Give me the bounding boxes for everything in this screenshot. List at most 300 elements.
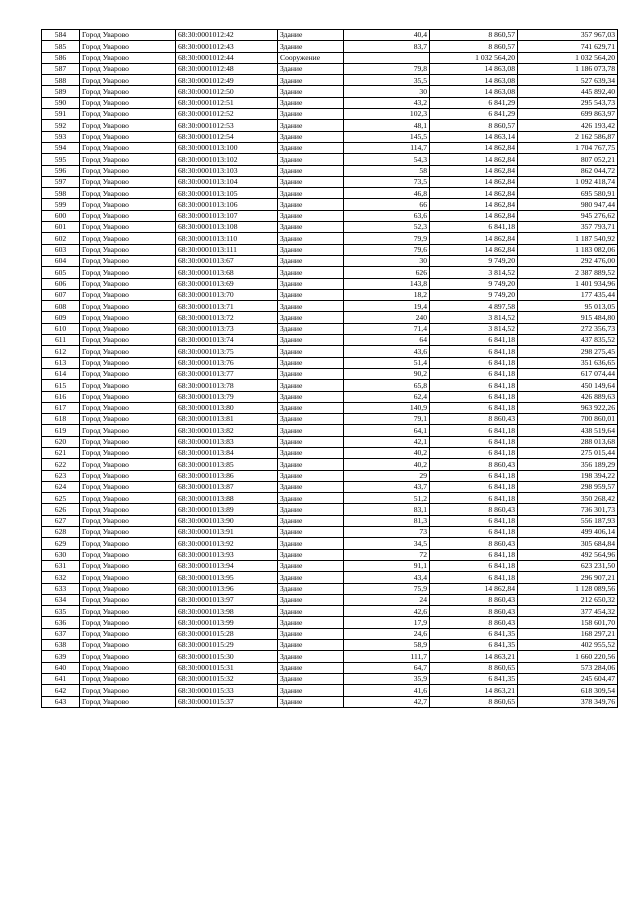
unit-cost-value: 8 860,43 (430, 606, 518, 617)
row-number: 622 (42, 459, 80, 470)
table-row (42, 425, 618, 436)
unit-cost-value: 6 841,18 (430, 357, 518, 368)
cadastral-number: 68:30:0001013:67 (176, 255, 278, 266)
table-row (42, 459, 618, 470)
area-value: 43,6 (344, 346, 430, 357)
unit-cost-value: 6 841,18 (430, 391, 518, 402)
area-value: 62,4 (344, 391, 430, 402)
row-number: 612 (42, 346, 80, 357)
unit-cost-value: 14 862,84 (430, 154, 518, 165)
cadastral-number: 68:30:0001013:90 (176, 515, 278, 526)
cadastral-cost-value: 288 013,68 (518, 436, 618, 447)
cadastral-cost-value: 556 187,93 (518, 515, 618, 526)
cadastral-cost-value: 573 284,06 (518, 662, 618, 673)
cadastral-cost-value: 292 476,00 (518, 255, 618, 266)
cadastral-cost-value: 450 149,64 (518, 380, 618, 391)
cadastral-number: 68:30:0001013:91 (176, 527, 278, 538)
table-row (42, 301, 618, 312)
table-row (42, 380, 618, 391)
cadastral-number: 68:30:0001013:94 (176, 560, 278, 571)
area-value: 91,1 (344, 560, 430, 571)
area-value: 24,6 (344, 628, 430, 639)
row-number: 590 (42, 97, 80, 108)
table-row (42, 662, 618, 673)
row-number: 596 (42, 165, 80, 176)
locality-name: Город Уварово (80, 538, 176, 549)
object-type: Здание (278, 673, 344, 684)
locality-name: Город Уварово (80, 572, 176, 583)
locality-name: Город Уварово (80, 30, 176, 41)
cadastral-cost-value: 862 044,72 (518, 165, 618, 176)
cadastral-cost-value: 1 660 220,56 (518, 651, 618, 662)
locality-name: Город Уварово (80, 52, 176, 63)
locality-name: Город Уварово (80, 527, 176, 538)
locality-name: Город Уварово (80, 142, 176, 153)
cadastral-number: 68:30:0001013:87 (176, 481, 278, 492)
cadastral-number: 68:30:0001012:44 (176, 52, 278, 63)
object-type: Здание (278, 97, 344, 108)
cadastral-number: 68:30:0001013:72 (176, 312, 278, 323)
cadastral-number: 68:30:0001013:97 (176, 594, 278, 605)
table-row (42, 357, 618, 368)
table-row (42, 481, 618, 492)
row-number: 638 (42, 640, 80, 651)
unit-cost-value: 6 841,18 (430, 527, 518, 538)
cadastral-number: 68:30:0001013:103 (176, 165, 278, 176)
object-type: Здание (278, 572, 344, 583)
row-number: 587 (42, 63, 80, 74)
cadastral-number: 68:30:0001013:83 (176, 436, 278, 447)
table-row (42, 312, 618, 323)
cadastral-number: 68:30:0001012:51 (176, 97, 278, 108)
object-type: Здание (278, 109, 344, 120)
row-number: 597 (42, 176, 80, 187)
cadastral-number: 68:30:0001012:52 (176, 109, 278, 120)
locality-name: Город Уварово (80, 75, 176, 86)
area-value: 79,6 (344, 244, 430, 255)
cadastral-cost-value: 1 128 089,56 (518, 583, 618, 594)
object-type: Здание (278, 75, 344, 86)
cadastral-number: 68:30:0001013:81 (176, 414, 278, 425)
cadastral-number: 68:30:0001013:75 (176, 346, 278, 357)
table-row (42, 335, 618, 346)
cadastral-cost-value: 245 604,47 (518, 673, 618, 684)
table-row (42, 560, 618, 571)
table-row (42, 346, 618, 357)
table-row (42, 368, 618, 379)
object-type: Здание (278, 131, 344, 142)
unit-cost-value: 14 863,21 (430, 685, 518, 696)
unit-cost-value: 6 841,18 (430, 493, 518, 504)
unit-cost-value: 6 841,18 (430, 572, 518, 583)
unit-cost-value: 8 860,65 (430, 696, 518, 707)
locality-name: Город Уварово (80, 368, 176, 379)
unit-cost-value: 6 841,29 (430, 109, 518, 120)
cadastral-cost-value: 378 349,76 (518, 696, 618, 707)
row-number: 616 (42, 391, 80, 402)
locality-name: Город Уварово (80, 470, 176, 481)
locality-name: Город Уварово (80, 583, 176, 594)
locality-name: Город Уварово (80, 493, 176, 504)
locality-name: Город Уварово (80, 335, 176, 346)
cadastral-cost-value: 807 052,21 (518, 154, 618, 165)
unit-cost-value: 14 863,21 (430, 651, 518, 662)
table-row (42, 63, 618, 74)
table-row (42, 188, 618, 199)
row-number: 629 (42, 538, 80, 549)
object-type: Здание (278, 515, 344, 526)
cadastral-number: 68:30:0001013:86 (176, 470, 278, 481)
cadastral-number: 68:30:0001013:111 (176, 244, 278, 255)
row-number: 614 (42, 368, 80, 379)
cadastral-cost-value: 95 013,05 (518, 301, 618, 312)
locality-name: Город Уварово (80, 244, 176, 255)
unit-cost-value: 14 862,84 (430, 176, 518, 187)
area-value: 19,4 (344, 301, 430, 312)
locality-name: Город Уварово (80, 109, 176, 120)
cadastral-cost-value: 1 187 540,92 (518, 233, 618, 244)
object-type: Здание (278, 583, 344, 594)
locality-name: Город Уварово (80, 391, 176, 402)
table-row (42, 86, 618, 97)
object-type: Здание (278, 154, 344, 165)
area-value: 114,7 (344, 142, 430, 153)
cadastral-cost-value: 212 650,32 (518, 594, 618, 605)
object-type: Здание (278, 447, 344, 458)
cadastral-cost-value: 2 387 889,52 (518, 267, 618, 278)
area-value: 102,3 (344, 109, 430, 120)
table-row (42, 527, 618, 538)
object-type: Здание (278, 120, 344, 131)
row-number: 632 (42, 572, 80, 583)
cadastral-number: 68:30:0001012:43 (176, 41, 278, 52)
table-row (42, 75, 618, 86)
locality-name: Город Уварово (80, 640, 176, 651)
cadastral-cost-value: 272 356,73 (518, 323, 618, 334)
area-value: 626 (344, 267, 430, 278)
table-body (42, 30, 618, 708)
unit-cost-value: 14 862,84 (430, 142, 518, 153)
area-value: 42,1 (344, 436, 430, 447)
table-row (42, 673, 618, 684)
object-type: Здание (278, 301, 344, 312)
row-number: 607 (42, 289, 80, 300)
area-value: 29 (344, 470, 430, 481)
table-row (42, 323, 618, 334)
locality-name: Город Уварово (80, 436, 176, 447)
row-number: 609 (42, 312, 80, 323)
cadastral-number: 68:30:0001013:108 (176, 222, 278, 233)
locality-name: Город Уварово (80, 651, 176, 662)
table-row (42, 538, 618, 549)
locality-name: Город Уварово (80, 41, 176, 52)
locality-name: Город Уварово (80, 210, 176, 221)
locality-name: Город Уварово (80, 560, 176, 571)
cadastral-cost-value: 402 955,52 (518, 640, 618, 651)
unit-cost-value: 6 841,18 (430, 447, 518, 458)
area-value: 54,3 (344, 154, 430, 165)
object-type: Здание (278, 357, 344, 368)
area-value: 71,4 (344, 323, 430, 334)
cadastral-number: 68:30:0001012:54 (176, 131, 278, 142)
cadastral-number: 68:30:0001013:68 (176, 267, 278, 278)
cadastral-number: 68:30:0001013:77 (176, 368, 278, 379)
locality-name: Город Уварово (80, 346, 176, 357)
unit-cost-value: 14 862,84 (430, 244, 518, 255)
object-type: Здание (278, 86, 344, 97)
cadastral-number: 68:30:0001013:70 (176, 289, 278, 300)
table-row (42, 504, 618, 515)
cadastral-cost-value: 198 394,22 (518, 470, 618, 481)
row-number: 627 (42, 515, 80, 526)
object-type: Здание (278, 493, 344, 504)
table-row (42, 52, 618, 63)
unit-cost-value: 14 862,84 (430, 165, 518, 176)
area-value: 40,4 (344, 30, 430, 41)
table-row (42, 176, 618, 187)
table-row (42, 154, 618, 165)
row-number: 618 (42, 414, 80, 425)
unit-cost-value: 14 862,84 (430, 583, 518, 594)
unit-cost-value: 14 863,08 (430, 86, 518, 97)
row-number: 599 (42, 199, 80, 210)
table-row (42, 142, 618, 153)
object-type: Здание (278, 617, 344, 628)
unit-cost-value: 9 749,20 (430, 289, 518, 300)
area-value: 81,3 (344, 515, 430, 526)
area-value: 17,9 (344, 617, 430, 628)
table-row (42, 640, 618, 651)
cadastral-cost-value: 356 189,29 (518, 459, 618, 470)
row-number: 639 (42, 651, 80, 662)
cadastral-number: 68:30:0001012:48 (176, 63, 278, 74)
area-value: 51,4 (344, 357, 430, 368)
object-type: Здание (278, 414, 344, 425)
cadastral-cost-value: 618 309,54 (518, 685, 618, 696)
locality-name: Город Уварово (80, 176, 176, 187)
table-row (42, 210, 618, 221)
area-value: 35,5 (344, 75, 430, 86)
row-number: 603 (42, 244, 80, 255)
table-row (42, 651, 618, 662)
cadastral-number: 68:30:0001013:110 (176, 233, 278, 244)
unit-cost-value: 6 841,18 (430, 425, 518, 436)
unit-cost-value: 6 841,35 (430, 673, 518, 684)
object-type: Здание (278, 685, 344, 696)
area-value: 40,2 (344, 447, 430, 458)
locality-name: Город Уварово (80, 606, 176, 617)
row-number: 608 (42, 301, 80, 312)
cadastral-number: 68:30:0001013:80 (176, 402, 278, 413)
unit-cost-value: 8 860,43 (430, 594, 518, 605)
cadastral-number: 68:30:0001013:89 (176, 504, 278, 515)
unit-cost-value: 4 897,58 (430, 301, 518, 312)
row-number: 643 (42, 696, 80, 707)
row-number: 625 (42, 493, 80, 504)
cadastral-cost-value: 1 186 073,78 (518, 63, 618, 74)
object-type: Здание (278, 165, 344, 176)
locality-name: Город Уварово (80, 402, 176, 413)
cadastral-cost-value: 296 907,21 (518, 572, 618, 583)
cadastral-cost-value: 445 892,40 (518, 86, 618, 97)
table-row (42, 696, 618, 707)
area-value: 30 (344, 255, 430, 266)
locality-name: Город Уварово (80, 594, 176, 605)
unit-cost-value: 14 862,84 (430, 188, 518, 199)
area-value: 73,5 (344, 176, 430, 187)
object-type: Здание (278, 651, 344, 662)
locality-name: Город Уварово (80, 380, 176, 391)
unit-cost-value: 8 860,43 (430, 538, 518, 549)
table-row (42, 41, 618, 52)
object-type: Здание (278, 549, 344, 560)
cadastral-cost-value: 1 032 564,20 (518, 52, 618, 63)
row-number: 584 (42, 30, 80, 41)
cadastral-cost-value: 305 684,84 (518, 538, 618, 549)
cadastral-cost-value: 426 889,63 (518, 391, 618, 402)
row-number: 602 (42, 233, 80, 244)
row-number: 606 (42, 278, 80, 289)
object-type: Здание (278, 346, 344, 357)
locality-name: Город Уварово (80, 673, 176, 684)
object-type: Здание (278, 560, 344, 571)
unit-cost-value: 6 841,18 (430, 402, 518, 413)
object-type: Здание (278, 267, 344, 278)
locality-name: Город Уварово (80, 188, 176, 199)
locality-name: Город Уварово (80, 662, 176, 673)
locality-name: Город Уварово (80, 447, 176, 458)
object-type: Здание (278, 30, 344, 41)
table-row (42, 222, 618, 233)
row-number: 631 (42, 560, 80, 571)
cadastral-number: 68:30:0001013:69 (176, 278, 278, 289)
area-value: 34,5 (344, 538, 430, 549)
locality-name: Город Уварово (80, 97, 176, 108)
unit-cost-value: 6 841,35 (430, 628, 518, 639)
area-value: 24 (344, 594, 430, 605)
cadastral-number: 68:30:0001013:105 (176, 188, 278, 199)
table-row (42, 131, 618, 142)
area-value: 79,9 (344, 233, 430, 244)
cadastral-number: 68:30:0001013:74 (176, 335, 278, 346)
area-value: 41,6 (344, 685, 430, 696)
area-value: 64,7 (344, 662, 430, 673)
locality-name: Город Уварово (80, 165, 176, 176)
object-type: Здание (278, 527, 344, 538)
locality-name: Город Уварово (80, 617, 176, 628)
cadastral-cost-value: 623 231,50 (518, 560, 618, 571)
area-value: 58,9 (344, 640, 430, 651)
object-type: Здание (278, 289, 344, 300)
unit-cost-value: 8 860,43 (430, 459, 518, 470)
cadastral-cost-value: 915 484,80 (518, 312, 618, 323)
locality-name: Город Уварово (80, 278, 176, 289)
row-number: 626 (42, 504, 80, 515)
cadastral-number: 68:30:0001013:104 (176, 176, 278, 187)
object-type: Здание (278, 210, 344, 221)
locality-name: Город Уварово (80, 301, 176, 312)
unit-cost-value: 6 841,18 (430, 481, 518, 492)
area-value: 83,7 (344, 41, 430, 52)
area-value: 66 (344, 199, 430, 210)
table-row (42, 685, 618, 696)
area-value: 79,8 (344, 63, 430, 74)
cadastral-cost-value: 168 297,21 (518, 628, 618, 639)
table-row (42, 30, 618, 41)
cadastral-cost-value: 438 519,64 (518, 425, 618, 436)
locality-name: Город Уварово (80, 131, 176, 142)
area-value: 35,9 (344, 673, 430, 684)
row-number: 628 (42, 527, 80, 538)
cadastral-cost-value: 298 959,57 (518, 481, 618, 492)
cadastral-cost-value: 357 793,71 (518, 222, 618, 233)
row-number: 630 (42, 549, 80, 560)
area-value: 18,2 (344, 289, 430, 300)
area-value: 42,6 (344, 606, 430, 617)
object-type: Здание (278, 233, 344, 244)
object-type: Здание (278, 402, 344, 413)
area-value: 48,1 (344, 120, 430, 131)
table-row (42, 244, 618, 255)
cadastral-cost-value: 437 835,52 (518, 335, 618, 346)
area-value: 73 (344, 527, 430, 538)
cadastral-cost-value: 177 435,44 (518, 289, 618, 300)
cadastral-number: 68:30:0001013:73 (176, 323, 278, 334)
cadastral-cost-value: 295 543,73 (518, 97, 618, 108)
table-row (42, 549, 618, 560)
table-row (42, 199, 618, 210)
unit-cost-value: 3 814,52 (430, 312, 518, 323)
unit-cost-value: 14 862,84 (430, 233, 518, 244)
cadastral-number: 68:30:0001013:93 (176, 549, 278, 560)
unit-cost-value: 6 841,18 (430, 549, 518, 560)
row-number: 641 (42, 673, 80, 684)
object-type: Здание (278, 459, 344, 470)
table-row (42, 447, 618, 458)
locality-name: Город Уварово (80, 696, 176, 707)
table-row (42, 515, 618, 526)
unit-cost-value: 3 814,52 (430, 323, 518, 334)
row-number: 593 (42, 131, 80, 142)
cadastral-number: 68:30:0001015:32 (176, 673, 278, 684)
row-number: 619 (42, 425, 80, 436)
cadastral-number: 68:30:0001015:37 (176, 696, 278, 707)
object-type: Здание (278, 628, 344, 639)
cadastral-number: 68:30:0001015:30 (176, 651, 278, 662)
row-number: 594 (42, 142, 80, 153)
cadastral-number: 68:30:0001012:49 (176, 75, 278, 86)
cadastral-number: 68:30:0001013:84 (176, 447, 278, 458)
unit-cost-value: 8 860,43 (430, 504, 518, 515)
table-row (42, 165, 618, 176)
table-row (42, 606, 618, 617)
locality-name: Город Уварово (80, 154, 176, 165)
row-number: 617 (42, 402, 80, 413)
cadastral-number: 68:30:0001015:31 (176, 662, 278, 673)
area-value (344, 52, 430, 63)
cadastral-number: 68:30:0001013:82 (176, 425, 278, 436)
object-type: Здание (278, 41, 344, 52)
area-value: 63,6 (344, 210, 430, 221)
locality-name: Город Уварово (80, 515, 176, 526)
row-number: 642 (42, 685, 80, 696)
locality-name: Город Уварово (80, 481, 176, 492)
area-value: 79,1 (344, 414, 430, 425)
locality-name: Город Уварово (80, 414, 176, 425)
row-number: 586 (42, 52, 80, 63)
object-type: Здание (278, 255, 344, 266)
unit-cost-value: 8 860,57 (430, 30, 518, 41)
